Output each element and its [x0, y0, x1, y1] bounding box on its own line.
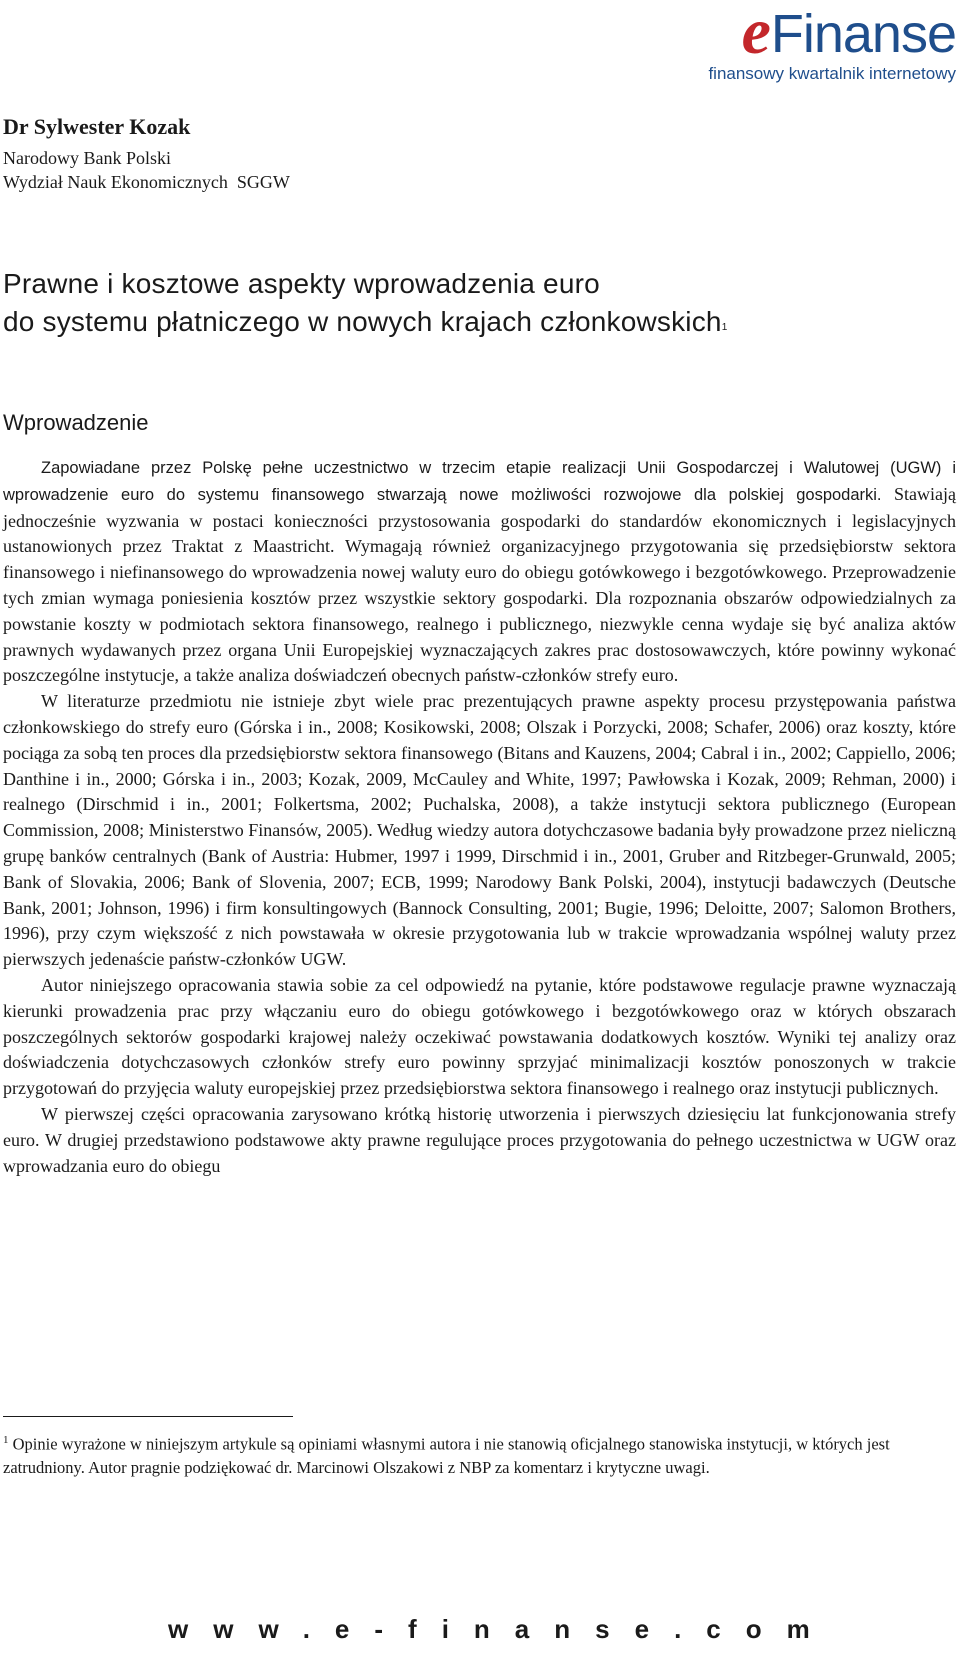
section-heading: Wprowadzenie: [3, 410, 149, 435]
footnote-mark: 1: [3, 1434, 9, 1446]
footer-url[interactable]: www.e-finanse.com: [168, 1614, 835, 1644]
title-line-1: Prawne i kosztowe aspekty wprowadzenia euro: [3, 268, 600, 299]
paragraph-3: Autor niniejszego opracowania stawia sobie za cel odpowiedź na pytanie, które podstawowe regulacje prawne wyznaczają kierunki prowadzenia prac przy włączaniu euro do obiegu gotówkowego i bezgotówkowego oraz w których obszarach poszczególnych sektorów gospodarki krajowej należy oczekiwać powstawania dodatkowych kosztów. Wyniki tej analizy oraz doświadczenia dotychczasowych członków strefy euro powinny sprzyjać minimalizacji kosztów ponoszonych w trakcie przygotowań do przyjęcia waluty europejskiej przez przedsiębiorstwa sektora finansowego i realnego oraz instytucji publicznych.: [3, 974, 956, 1099]
footnote-text: Opinie wyrażone w niniejszym artykule są opiniami własnymi autora i nie stanowią oficjalnego stanowiska instytucji, w których jest zatrudniony. Autor pragnie podziękować dr. Marcinowi Olszakowi z NBP za komentarz i krytyczne uwagi.: [3, 1434, 890, 1477]
title-line-2: do systemu płatniczego w nowych krajach członkowskich: [3, 306, 722, 337]
paragraph-2: W literaturze przedmiotu nie istnieje zbyt wiele prac prezentujących prawne aspekty procesu przystępowania państwa członkowskiego do strefy euro (Górska i in., 2008; Kosikowski, 2008; Olszak i Porzycki, 2008; Schafer, 2006) oraz koszty, które pociąga za sobą ten proces dla przedsiębiorstw sektora finansowego (Bitans and Kauzens, 2004; Cabral i in., 2002; Cappiello, 2006; Danthine i in., 2000; Górska i in., 2003; Kozak, 2009, McCauley and White, 1997; Pawłowska i Kozak, 2009; Rehman, 2000) i realnego (Dirschmid i in., 2001; Folkertsma, 2002; Puchalska, 2008), a także instytucji sektora publicznego (European Commission, 2008; Ministerstwo Finansów, 2005). Według wiedzy autora dotychczasowe badania były prowadzone przez nieliczną grupę banków centralnych (Bank of Austria: Hubmer, 1997 i 1999, Dirschmid i in., 2001, Gruber and Ritzbeger-Grunwald, 2005; Bank of Slovakia, 2006; Bank of Slovenia, 2007; ECB, 1999; Narodowy Bank Polski, 2004), instytucji badawczych (Deutsche Bank, 2001; Johnson, 1996) i firm konsultingowych (Bannock Consulting, 2001; Bugie, 1996; Deloitte, 2007; Salomon Brothers, 1996), przy czym większość z nich powstawała w okresie przygotowania lub w trakcie wprowadzania wspólnej waluty przez pierwszych jedenaście państw-członków UGW.: [3, 691, 956, 970]
author-affiliation-1: Narodowy Bank Polski: [3, 148, 171, 168]
article-body: [3, 455, 956, 1179]
author-name: Dr Sylwester Kozak: [3, 114, 191, 139]
title-footnote-mark[interactable]: 1: [721, 322, 728, 333]
paragraph-1-lead: Zapowiadane przez Polskę pełne uczestnictwo w trzecim etapie realizacji Unii Gospodarczej i Walutowej (UGW) i wprowadzenie euro do systemu finansowego stwarzają nowe możliwości rozwojowe dla polskiej gospodarki.: [3, 459, 956, 504]
author-affiliation-2: Wydział Nauk Ekonomicznych SGGW: [3, 172, 290, 192]
paragraph-1-rest: Stawiają jednocześnie wyzwania w postaci konieczności przystosowania gospodarki do standardów ekonomicznych i legislacyjnych ustanowionych przez Traktat z Maastricht. Wymagają również organizacyjnego przygotowania się przedsiębiorstw sektora finansowego i niefinansowego do wprowadzenia nowej waluty euro do obiegu gotówkowego i bezgotówkowego. Przeprowadzenie tych zmian wymaga poniesienia kosztów przez wszystkie sektory gospodarki. Dla rozpoznania obszarów odpowiedzialnych za powstanie koszty w podmiotach sektora finansowego, realnego i publicznego, niezwykle cenna wydaje się być analiza aktów prawnych wydawanych przez organa Unii Europejskiej wyznaczających zakres prac dostosowawczych, które powinny wykonać poszczególne instytucje, a także analiza doświadczeń obecnych państw-członków strefy euro.: [3, 483, 956, 686]
paragraph-4: W pierwszej części opracowania zarysowano krótką historię utworzenia i pierwszych dziesięciu lat funkcjonowania strefy euro. W drugiej przedstawiono podstawowe akty prawne regulujące proces przygotowania do pełnego uczestnictwa w UGW oraz wprowadzania euro do obiegu: [3, 1103, 956, 1176]
footnote-divider: [3, 1416, 293, 1417]
logo-tagline: finansowy kwartalnik internetowy: [708, 64, 956, 83]
logo-word: Finanse: [770, 4, 956, 64]
logo-e-letter: e: [741, 0, 771, 68]
author-block: [3, 114, 290, 194]
article-title: [3, 265, 943, 341]
paragraph-1: [3, 455, 956, 689]
efinanse-logo: [700, 0, 960, 92]
footnote: [3, 1429, 933, 1479]
logo-wordmark: [741, 0, 956, 68]
